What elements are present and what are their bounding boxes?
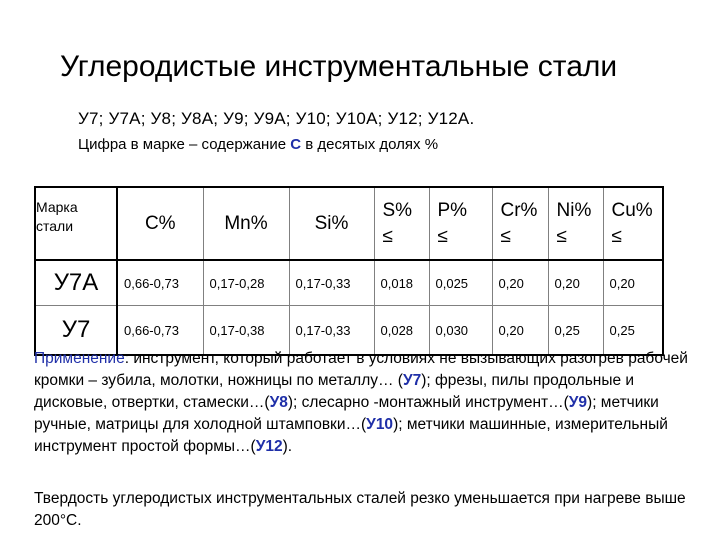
explanation-suffix: в десятых долях % xyxy=(301,136,439,153)
cell-carbon: 0,66-0,73 xyxy=(117,260,203,306)
carbon-symbol: С xyxy=(290,136,302,153)
cell-silicon: 0,17-0,33 xyxy=(289,306,374,356)
cell-chromium: 0,20 xyxy=(492,306,548,356)
row-grade: У7А xyxy=(35,260,117,306)
page-title: Углеродистые инструментальные стали xyxy=(60,50,618,83)
application-text-6: ). xyxy=(282,438,293,455)
cell-silicon: 0,17-0,33 xyxy=(289,260,374,306)
header-grade: Марка стали xyxy=(35,187,117,260)
cell-phosphorus: 0,025 xyxy=(429,260,492,306)
cell-manganese: 0,17-0,28 xyxy=(203,260,289,306)
header-carbon: С% xyxy=(117,187,203,260)
grade-ref: У12 xyxy=(255,438,283,455)
cell-chromium: 0,20 xyxy=(492,260,548,306)
header-phosphorus-label: P% xyxy=(437,199,468,221)
header-sulfur xyxy=(374,187,429,260)
cell-copper: 0,25 xyxy=(603,306,663,356)
grade-ref: У10 xyxy=(366,416,394,433)
header-nickel xyxy=(548,187,603,260)
cell-manganese: 0,17-0,38 xyxy=(203,306,289,356)
header-copper-label: Cu% xyxy=(611,199,653,221)
grade-digit-explanation xyxy=(78,136,438,153)
cell-phosphorus: 0,030 xyxy=(429,306,492,356)
grade-ref: У8 xyxy=(269,394,288,411)
header-chromium-label: Cr% xyxy=(500,199,538,221)
header-chromium xyxy=(492,187,548,260)
cell-copper: 0,20 xyxy=(603,260,663,306)
header-copper-le: ≤ xyxy=(611,225,622,247)
header-copper xyxy=(603,187,663,260)
application-text-2: ); фрезы, пилы продольные и дисковые, отвертки, стамески…( xyxy=(34,372,635,411)
cell-sulfur: 0,018 xyxy=(374,260,429,306)
application-text-5: ); метчики машинные, измерительный инструмент простой формы…( xyxy=(34,416,668,455)
header-silicon: Si% xyxy=(289,187,374,260)
cell-nickel: 0,25 xyxy=(548,306,603,356)
header-nickel-le: ≤ xyxy=(556,225,567,247)
application-paragraph xyxy=(34,348,694,458)
row-grade: У7 xyxy=(35,306,117,356)
table-header-row xyxy=(35,187,663,260)
cell-carbon: 0,66-0,73 xyxy=(117,306,203,356)
header-nickel-label: Ni% xyxy=(556,199,592,221)
steel-grades-list: У7; У7А; У8; У8А; У9; У9А; У10; У10А; У12; У12А. xyxy=(78,109,475,128)
composition-table xyxy=(34,186,664,356)
header-sulfur-le: ≤ xyxy=(382,225,393,247)
header-chromium-le: ≤ xyxy=(500,225,511,247)
grade-ref: У7 xyxy=(402,372,422,389)
cell-nickel: 0,20 xyxy=(548,260,603,306)
header-manganese: Mn% xyxy=(203,187,289,260)
application-text-3: ); слесарно -монтажный инструмент…( xyxy=(287,394,569,411)
cell-sulfur: 0,028 xyxy=(374,306,429,356)
header-phosphorus xyxy=(429,187,492,260)
application-text-1: : инструмент, который работает в условиях не вызывающих разогрев рабочей кромки – зубила, молотки, ножницы по металлу… ( xyxy=(34,350,688,389)
header-sulfur-label: S% xyxy=(382,199,413,221)
application-text-4: ); метчики ручные, матрицы для холодной штамповки…( xyxy=(34,394,659,433)
header-phosphorus-le: ≤ xyxy=(437,225,448,247)
hardness-paragraph: Твердость углеродистых инструментальных сталей резко уменьшается при нагреве выше 200°С. xyxy=(34,490,686,529)
grade-ref: У9 xyxy=(568,394,588,411)
explanation-prefix: Цифра в марке – содержание xyxy=(78,136,291,153)
application-label: Применение xyxy=(34,350,125,367)
table-row xyxy=(35,260,663,306)
